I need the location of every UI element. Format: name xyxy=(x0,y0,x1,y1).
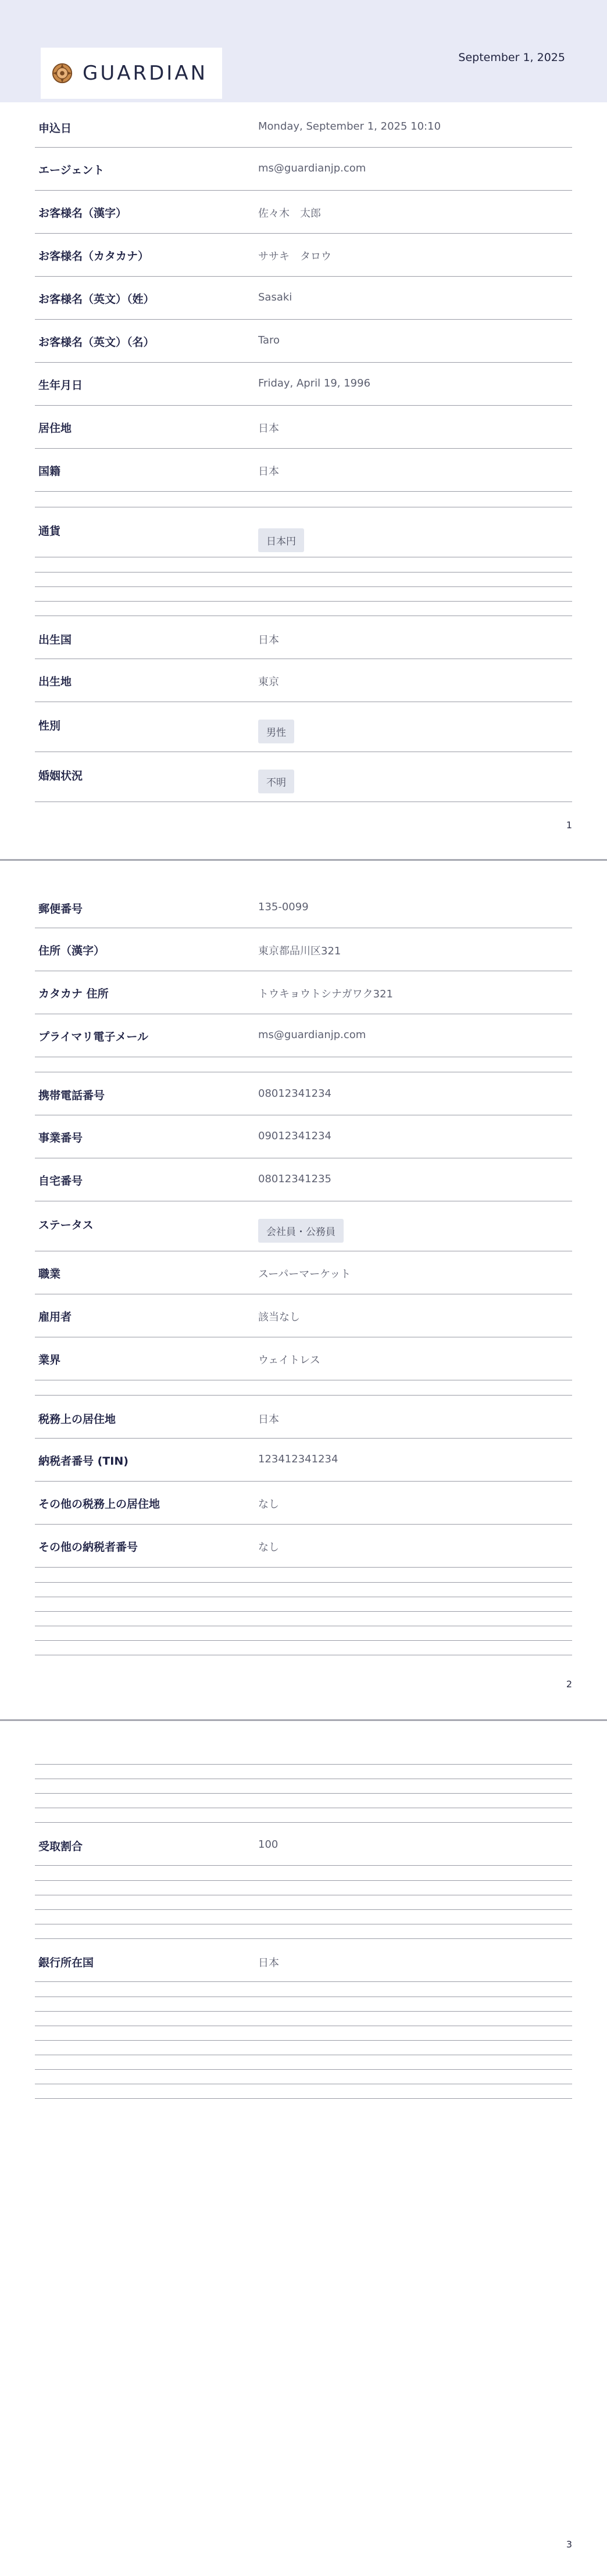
field-label: プライマリ電子メール xyxy=(38,1031,149,1043)
field-value: 09012341234 xyxy=(258,1130,331,1142)
field-value: 東京都品川区321 xyxy=(258,945,341,957)
gender-tag: 男性 xyxy=(258,720,294,743)
field-label: 自宅番号 xyxy=(38,1175,83,1187)
field-value: 日本 xyxy=(258,466,279,478)
field-value: ササキ タロウ xyxy=(258,251,331,263)
page-separator xyxy=(0,859,607,861)
field-label: カタカナ 住所 xyxy=(38,988,109,1000)
field-row-mobile-phone xyxy=(35,1058,572,1115)
field-row-first-name-en xyxy=(35,320,572,363)
field-value: 135-0099 xyxy=(258,901,309,913)
document-date: September 1, 2025 xyxy=(458,51,565,64)
field-value: 東京 xyxy=(258,676,279,688)
field-label: 納税者番号 (TIN) xyxy=(38,1455,128,1468)
field-row-industry xyxy=(35,1337,572,1380)
page-separator xyxy=(0,1719,607,1721)
field-label: 出生国 xyxy=(38,634,72,646)
field-row-last-name-en xyxy=(35,277,572,320)
field-row-gender xyxy=(35,702,572,752)
field-row-postal-code xyxy=(35,886,572,928)
field-value: 123412341234 xyxy=(258,1453,338,1465)
field-row-address-katakana xyxy=(35,971,572,1014)
field-row-birth-date xyxy=(35,363,572,406)
field-label: その他の税務上の居住地 xyxy=(38,1498,160,1511)
field-value: 08012341235 xyxy=(258,1173,331,1185)
field-value: ms@guardianjp.com xyxy=(258,162,366,174)
field-label: 雇用者 xyxy=(38,1311,72,1323)
field-value: 100 xyxy=(258,1838,278,1851)
marital-status-tag: 不明 xyxy=(258,770,294,793)
field-row-business-phone xyxy=(35,1115,572,1158)
divider xyxy=(35,572,572,573)
field-label: 申込日 xyxy=(38,122,72,135)
divider xyxy=(35,2069,572,2070)
field-row-name-kanji xyxy=(35,191,572,234)
field-label: エージェント xyxy=(38,164,105,177)
divider xyxy=(35,2011,572,2012)
field-row-currency xyxy=(35,507,572,557)
brand-name: GUARDIAN xyxy=(83,62,208,85)
field-row-receipt-ratio xyxy=(35,1823,572,1866)
field-label: その他の納税者番号 xyxy=(38,1541,138,1554)
field-row-nationality xyxy=(35,449,572,492)
status-tag: 会社員・公務員 xyxy=(258,1219,344,1243)
field-value: Friday, April 19, 1996 xyxy=(258,377,371,389)
field-row-agent xyxy=(35,148,572,191)
field-row-address-kanji xyxy=(35,928,572,971)
field-label: 生年月日 xyxy=(38,379,83,392)
field-row-birth-country xyxy=(35,616,572,659)
field-value: なし xyxy=(258,1541,279,1554)
field-row-other-tax-residence xyxy=(35,1482,572,1525)
field-label: 銀行所在国 xyxy=(38,1956,94,1969)
field-value: 日本 xyxy=(258,423,279,435)
divider xyxy=(35,1880,572,1881)
rose-emblem-icon xyxy=(51,62,73,84)
divider xyxy=(35,601,572,602)
field-label: 業界 xyxy=(38,1354,61,1366)
field-row-tin xyxy=(35,1439,572,1482)
field-label: 婚姻状況 xyxy=(38,770,83,782)
field-row-marital-status xyxy=(35,752,572,802)
field-value: スーパーマーケット xyxy=(258,1268,351,1280)
page-number: 2 xyxy=(566,1679,572,1690)
field-row-tax-residence xyxy=(35,1396,572,1439)
field-row-name-katakana xyxy=(35,234,572,277)
field-value: 日本 xyxy=(258,634,279,646)
field-row-application-date xyxy=(35,108,572,148)
divider xyxy=(35,1764,572,1765)
field-label: 国籍 xyxy=(38,465,61,478)
field-row-occupation xyxy=(35,1251,572,1294)
divider xyxy=(35,2040,572,2041)
field-value: なし xyxy=(258,1498,279,1511)
field-value: Sasaki xyxy=(258,291,292,303)
field-value: ms@guardianjp.com xyxy=(258,1029,366,1041)
field-value: 08012341234 xyxy=(258,1087,331,1100)
divider xyxy=(35,1611,572,1612)
field-row-residence xyxy=(35,406,572,449)
field-label: ステータス xyxy=(38,1219,94,1232)
field-label: 住所（漢字） xyxy=(38,944,105,957)
field-value: 佐々木 太郎 xyxy=(258,207,321,220)
field-label: お客様名（漢字） xyxy=(38,207,127,220)
field-value: 日本 xyxy=(258,1414,279,1426)
currency-tag: 日本円 xyxy=(258,528,304,552)
field-label: 携帯電話番号 xyxy=(38,1089,105,1102)
field-row-birth-place xyxy=(35,659,572,702)
field-row-bank-country xyxy=(35,1939,572,1982)
field-row-status xyxy=(35,1201,572,1251)
page-number: 1 xyxy=(566,820,572,831)
brand-logo xyxy=(41,48,222,99)
field-label: お客様名（英文）（名） xyxy=(38,336,155,349)
field-row-employer xyxy=(35,1294,572,1337)
field-value: Monday, September 1, 2025 10:10 xyxy=(258,120,441,133)
field-value: トウキョウトシナガワク321 xyxy=(258,988,393,1000)
field-row-primary-email xyxy=(35,1014,572,1057)
field-label: 事業番号 xyxy=(38,1132,83,1144)
field-value: ウェイトレス xyxy=(258,1354,320,1366)
field-label: 受取割合 xyxy=(38,1840,83,1853)
field-row-other-tin xyxy=(35,1525,572,1568)
field-value: 日本 xyxy=(258,1957,279,1969)
field-label: 出生地 xyxy=(38,675,72,688)
field-value: Taro xyxy=(258,334,280,346)
field-value: 該当なし xyxy=(258,1311,300,1323)
divider xyxy=(35,1909,572,1910)
field-label: 税務上の居住地 xyxy=(38,1413,116,1426)
field-label: お客様名（英文）（姓） xyxy=(38,293,155,306)
divider xyxy=(35,1582,572,1583)
field-label: 性別 xyxy=(38,720,61,732)
divider xyxy=(35,1793,572,1794)
field-row-home-phone xyxy=(35,1158,572,1201)
divider xyxy=(35,1640,572,1641)
divider xyxy=(35,586,572,587)
divider xyxy=(35,2098,572,2099)
page-number: 3 xyxy=(566,2539,572,2550)
field-label: 居住地 xyxy=(38,422,72,435)
field-label: 郵便番号 xyxy=(38,903,83,915)
field-label: 通貨 xyxy=(38,525,61,538)
field-label: 職業 xyxy=(38,1268,61,1280)
field-label: お客様名（カタカナ） xyxy=(38,250,149,263)
